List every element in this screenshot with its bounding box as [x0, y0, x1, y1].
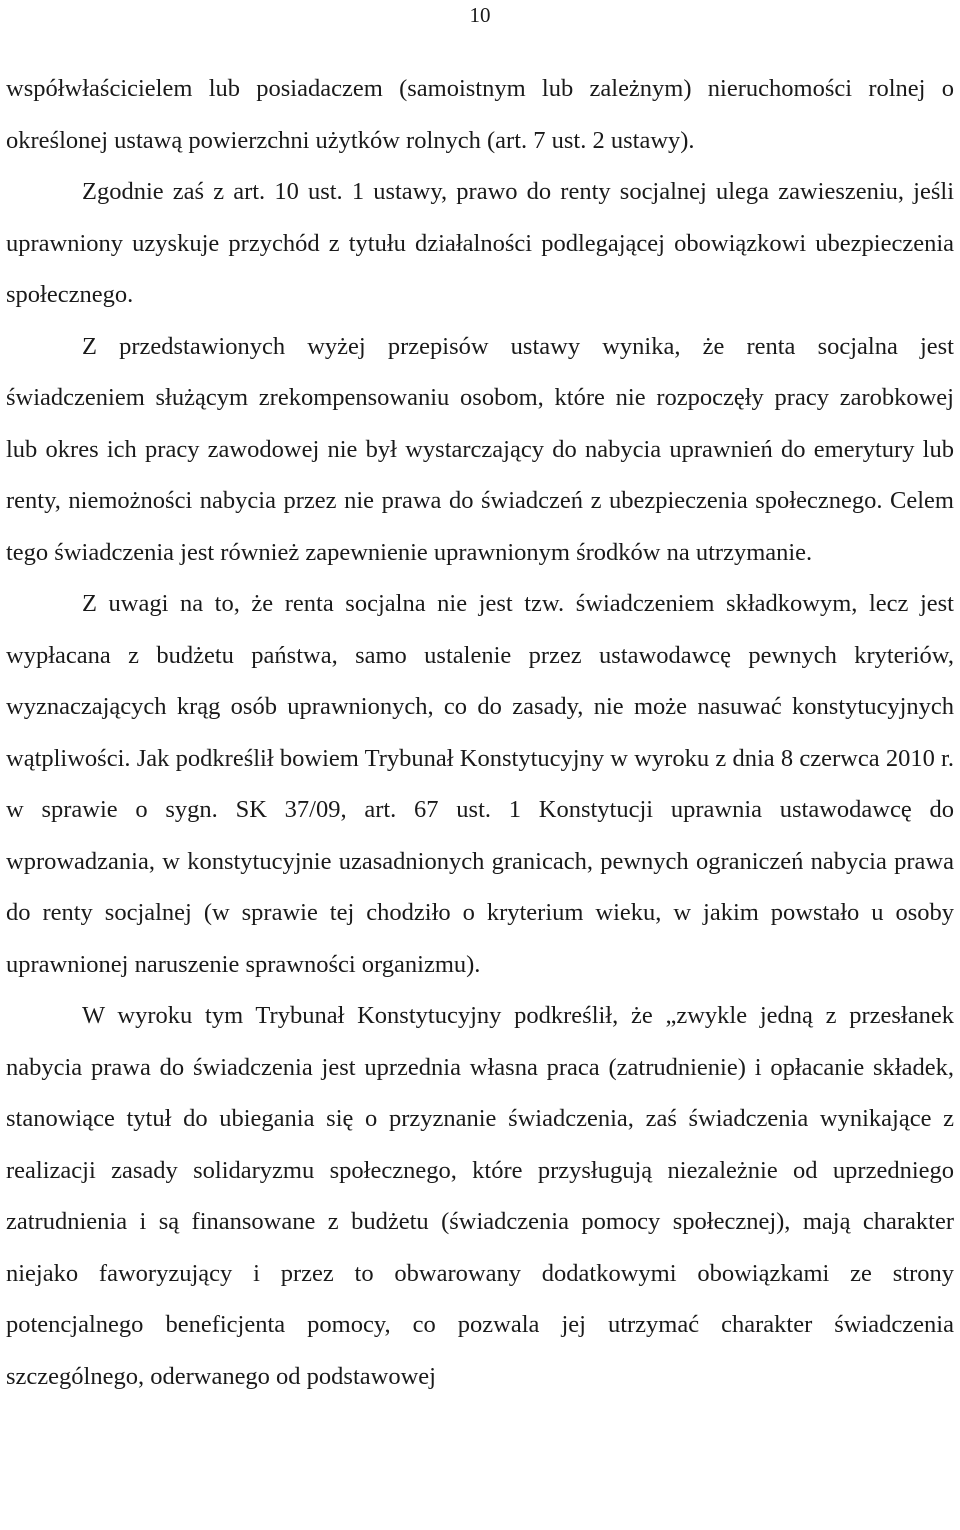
paragraph: W wyroku tym Trybunał Konstytucyjny podkreślił, że „zwykle jedną z przesłanek nabycia prawa do świadczenia jest uprzednia własna praca (zatrudnienie) i opłacanie składek, stanowiące tytuł do ubiegania się o przyznanie świadczenia, zaś świadczenia wynikające z realizacji zasady solidaryzmu społecznego, które przysługują niezależnie od uprzedniego zatrudnienia i są finansowane z budżetu (świadczenia pomocy społecznej), mają charakter niejako faworyzujący i przez to obwarowany dodatkowymi obowiązkami ze strony potencjalnego beneficjenta pomocy, co pozwala jej utrzymać charakter świadczenia szczególnego, oderwanego od podstawowej	[6, 1002, 954, 1390]
paragraph-continuation: współwłaścicielem lub posiadaczem (samoistnym lub zależnym) nieruchomości rolnej o określonej ustawą powierzchni użytków rolnych (art. 7 ust. 2 ustawy).	[6, 75, 954, 154]
paragraph: Zgodnie zaś z art. 10 ust. 1 ustawy, prawo do renty socjalnej ulega zawieszeniu, jeśli uprawniony uzyskuje przychód z tytułu działalności podlegającej obowiązkowi ubezpieczenia społecznego.	[6, 178, 954, 308]
page-number: 10	[469, 3, 491, 27]
paragraph: Z przedstawionych wyżej przepisów ustawy wynika, że renta socjalna jest świadczeniem służącym zrekompensowaniu osobom, które nie rozpoczęły pracy zarobkowej lub okres ich pracy zawodowej nie był wystarczający do nabycia uprawnień do emerytury lub renty, niemożności nabycia przez nie prawa do świadczeń z ubezpieczenia społecznego. Celem tego świadczenia jest również zapewnienie uprawnionym środków na utrzymanie.	[6, 332, 954, 566]
body-text	[6, 63, 954, 1402]
paragraph: Z uwagi na to, że renta socjalna nie jest tzw. świadczeniem składkowym, lecz jest wypłacana z budżetu państwa, samo ustalenie przez ustawodawcę pewnych kryteriów, wyznaczających krąg osób uprawnionych, co do zasady, nie może nasuwać konstytucyjnych wątpliwości. Jak podkreślił bowiem Trybunał Konstytucyjny w wyroku z dnia 8 czerwca 2010 r. w sprawie o sygn. SK 37/09, art. 67 ust. 1 Konstytucji uprawnia ustawodawcę do wprowadzania, w konstytucyjnie uzasadnionych granicach, pewnych ograniczeń nabycia prawa do renty socjalnej (w sprawie tej chodziło o kryterium wieku, w jakim powstało u osoby uprawnionej naruszenie sprawności organizmu).	[6, 590, 954, 978]
